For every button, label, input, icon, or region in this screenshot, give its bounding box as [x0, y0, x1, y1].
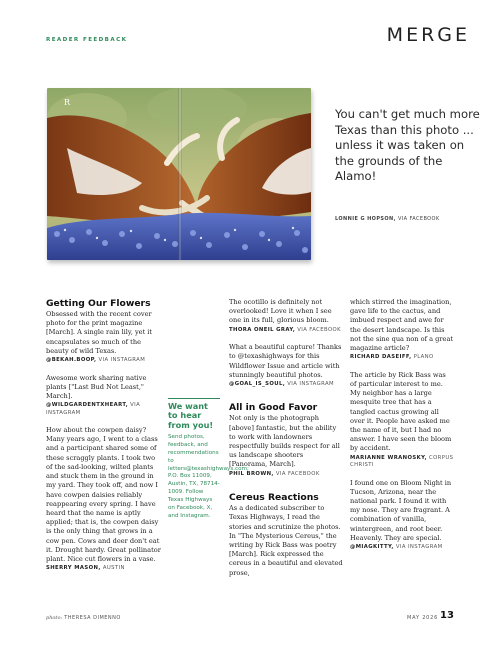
issue-date: MAY 2026 [407, 615, 439, 621]
letter-body: Not only is the photograph [above] fantastic, but the ability to work with landowners respectfully builds respect for all us landscape shooters [Panorama, March]. [229, 414, 340, 469]
pull-quote-attribution [335, 216, 440, 222]
letter-byline [350, 544, 454, 551]
letter-author: @GOAL_IS_SOUL, [229, 380, 286, 387]
letter-source: VIA INSTAGRAM [46, 402, 141, 416]
sidebar-body: Send photos, feedback, and recommendations to letters@texashighways.com; P.O. Box 11009, Austin, TX, 78714-1009. Follow Texas Highways on Facebook, X, and Instagram. [168, 434, 249, 519]
letter-author: THORA ONEIL GRAY, [229, 326, 296, 333]
letter-source: VIA INSTAGRAM [287, 380, 334, 387]
letter-source: VIA FACEBOOK [297, 326, 341, 333]
letter-body: What a beautiful capture! Thanks to @texashighways for this Wildflower Issue and article with stunningly beautiful photos. [229, 343, 342, 379]
letter-author: @BEKAH.BOOP, [46, 357, 97, 364]
letter-byline [229, 471, 343, 478]
column-3 [350, 298, 454, 551]
letter-source: CORPUS CHRISTI [350, 454, 454, 469]
pull-quote: You can't get much more Texas than this photo ... unless it was taken on the grounds of the Alamo! [335, 107, 480, 184]
letter-body: Awesome work sharing native plants ["Last Bud Not Least," March]. [46, 373, 147, 400]
letter-source: VIA INSTAGRAM [395, 544, 443, 551]
heading-all-in-good-favor: All in Good Favor [229, 402, 318, 414]
letter-byline [350, 455, 454, 470]
sidebar-title: We want to hear from you! [168, 401, 214, 430]
magazine-spread-image [47, 88, 311, 260]
heading-getting-our-flowers: Getting Our Flowers [46, 298, 151, 309]
photographer-name: THERESA DIMENNO [64, 615, 121, 621]
letter-body: The ocotillo is definitely not overlooked! Love it when I see one in its full, glorious bloom. [229, 298, 332, 325]
letter-source: VIA INSTAGRAM [98, 357, 146, 364]
pull-quote-author: LONNIE G HOPSON, [335, 216, 396, 222]
column-2 [229, 298, 343, 578]
letter-source: VIA FACEBOOK [275, 470, 320, 477]
letter-body: I found one on Bloom Night in Tucson, Arizona, near the national park. I found it with my nose. They are fragrant. A combination of vanilla, wintergreen, and root beer. Heavenly. They are special. [350, 478, 452, 542]
letter-byline [229, 327, 343, 334]
letter-body: As a dedicated subscriber to Texas Highways, I read the stories and scrutinize the photos. In "The Mysterious Cereus," the writing by Rick Bass was poetry [March]. Rick expressed the cereus in a beautiful and elevated prose, [229, 504, 343, 577]
letter-author: @MIAGKITTY, [350, 544, 394, 551]
section-label: READER FEEDBACK [46, 37, 128, 43]
magazine-corner-mark: R [64, 98, 71, 107]
letter-source: AUSTIN [102, 565, 125, 572]
letter-body: Obsessed with the recent cover photo for the print magazine [March]. A single rain lily, yet it encapsulates so much of the beauty of wild Texas. [46, 310, 153, 355]
letter-body: The article by Rick Bass was of particular interest to me. My neighbor has a large mesquite tree that has a tangled cactus growing all over it. People have asked me the name of it, but I had no answer. I have seen the bloom by accident. [350, 370, 452, 453]
letter-byline [350, 354, 454, 361]
letter-source: PLANO [413, 354, 434, 361]
contact-sidebar [168, 398, 249, 520]
column-1 [46, 298, 162, 573]
letter-byline [46, 402, 162, 417]
letter-author: @WILDGARDENTXHEART, [46, 402, 129, 409]
letter-byline [46, 357, 162, 364]
letter-byline [229, 381, 343, 388]
letter-author: RICHARD DASEIFF, [350, 354, 412, 361]
page-number: 13 [440, 610, 454, 621]
letter-author: PHIL BROWN, [229, 470, 274, 477]
heading-cereus-reactions: Cereus Reactions [229, 492, 319, 504]
letter-body: How about the cowpen daisy? Many years ago, I went to a class and a participant shared some of these scraggly plants. I took two of the sad-looking, wilted plants and stuck them in the ground in my yard. They took off, and now I have cowpen daisies reliably reappearing every spring. I have heard that the name is aptly applied; that is, the cowpen daisy is the only thing that grows in a cow pen. Cows and deer don't eat it. Drought hardy. Great pollinator plant. Nice cut flowers in a vase. [46, 426, 161, 564]
letter-author: SHERRY MASON, [46, 565, 101, 572]
pull-quote-source: VIA FACEBOOK [397, 216, 440, 222]
photo-credit [46, 615, 121, 621]
letter-author: MARIANNE WRANOSKY, [350, 454, 427, 461]
letter-body: which stirred the imagination, gave life to the cactus, and imbued respect and awe for the desert landscape. Is this not the sine qua non of a great magazine article? [350, 298, 454, 353]
brand-logo: MERGE [386, 24, 470, 46]
photo-credit-label: photo: [46, 615, 63, 621]
magazine-spine [178, 88, 182, 260]
sidebar-divider [168, 398, 220, 399]
letter-byline [46, 565, 162, 572]
